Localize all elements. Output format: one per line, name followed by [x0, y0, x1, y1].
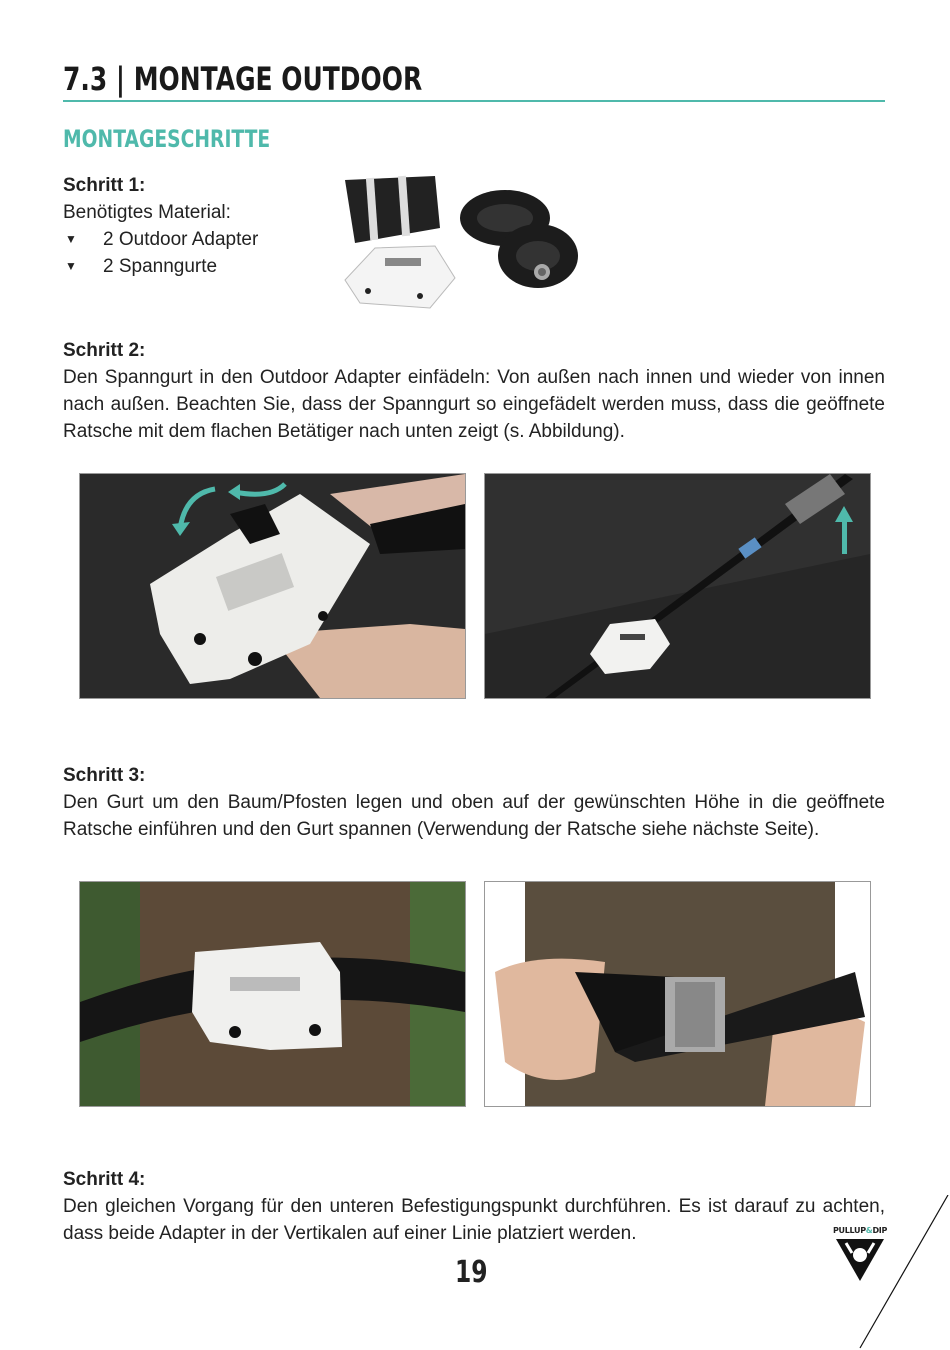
step-1-heading: Schritt 1: — [63, 175, 146, 196]
materials-photo — [330, 168, 610, 318]
strap-orientation-photo — [484, 473, 871, 699]
triangle-down-icon: ▼ — [65, 259, 77, 273]
brand-logo: PULLUP&DIP — [832, 1226, 888, 1288]
corner-decoration-line — [858, 1195, 950, 1350]
step-2-text: Den Spanngurt in den Outdoor Adapter einfädeln: Von außen nach innen und wieder von innen nach außen. Beachten Sie, dass der Spanngurt so eingefädelt werden muss, dass die geöffnete Ratsche mit dem flachen Betätiger nach unten zeigt (s. Abbildung). — [63, 367, 885, 442]
material-list — [63, 226, 323, 280]
step-4-text: Den gleichen Vorgang für den unteren Befestigungspunkt durchführen. Es ist darauf zu achten, dass beide Adapter in der Vertikalen auf einer Linie platziert werden. — [63, 1196, 885, 1244]
page-number: 19 — [455, 1255, 488, 1290]
step-1 — [63, 172, 323, 280]
section-subtitle: MONTAGESCHRITTE — [63, 125, 271, 153]
list-item: ▼ 2 Outdoor Adapter — [63, 226, 323, 253]
step-4-heading: Schritt 4: — [63, 1169, 146, 1190]
list-item: ▼ 2 Spanngurte — [63, 253, 323, 280]
title-divider — [63, 100, 885, 102]
step-2 — [63, 337, 885, 445]
threading-photo — [79, 473, 466, 699]
step-3 — [63, 762, 885, 843]
page-title: 7.3 | MONTAGE OUTDOOR — [63, 60, 423, 98]
triangle-down-icon: ▼ — [65, 232, 77, 246]
step-2-heading: Schritt 2: — [63, 340, 146, 361]
step-4 — [63, 1166, 885, 1247]
step-3-heading: Schritt 3: — [63, 765, 146, 786]
tree-mount-photo — [79, 881, 466, 1107]
step-3-text: Den Gurt um den Baum/Pfosten legen und oben auf der gewünschten Höhe in die geöffnete Ratsche einführen und den Gurt spannen (Verwendung der Ratsche siehe nächste Seite). — [63, 792, 885, 840]
step-1-intro: Benötigtes Material: — [63, 202, 231, 223]
ratchet-tension-photo — [484, 881, 871, 1107]
